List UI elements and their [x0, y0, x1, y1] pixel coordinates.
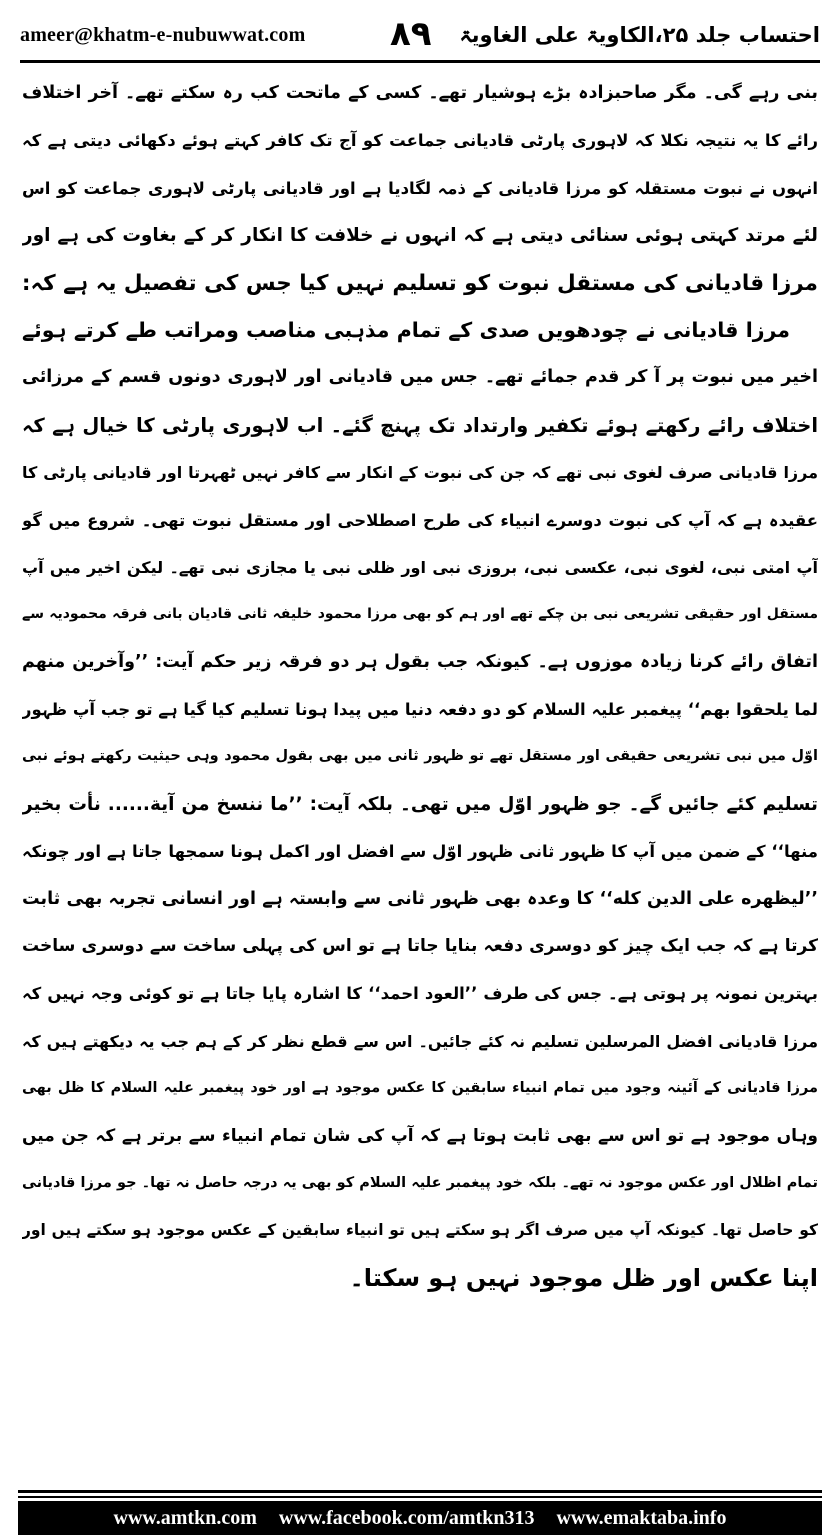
text-line: مرزا قادیانی نے چودھویں صدی کے تمام مذہبی مناصب ومراتب طے کرتے ہوئے	[22, 317, 790, 342]
text-line: ’’لیظهره علی الدین کله‘‘ کا وعدہ بھی ظہور ثانی سے وابستہ ہے اور انسانی تجربہ بھی ثابت	[22, 888, 818, 909]
text-line: وہاں موجود ہے تو اس سے بھی ثابت ہوتا ہے کہ آپ کی شان تمام انبیاء سے برتر ہے کہ جن میں	[22, 1125, 818, 1146]
text-line: کو حاصل تھا۔ کیونکہ آپ میں صرف اگر ہو سکتے ہیں تو انبیاء سابقین کے عکس موجود ہو سکتے ہیں اور	[22, 1221, 818, 1240]
page-header	[20, 16, 820, 56]
text-line: لما یلحقوا بهم‘‘ پیغمبر علیہ السلام کو دو دفعہ دنیا میں پیدا ہونا تسلیم کیا گیا ہے تو جب آپ ظہور	[22, 700, 818, 720]
text-line: اخیر میں نبوت پر آ کر قدم جمائے تھے۔ جس میں قادیانی اور لاہوری دونوں قسم کے مرزائی	[22, 367, 818, 388]
footer-rule	[18, 1490, 822, 1493]
text-line: اوّل میں نبی تشریعی حقیقی اور مستقل تھے تو ظہور ثانی میں بھی بقول محمود وہی حیثیت رکھتے ہوئے نبی	[22, 748, 818, 765]
text-line: مستقل اور حقیقی تشریعی نبی بن چکے تھے اور ہم کو بھی مرزا محمود خلیفہ ثانی قادیان بانی فرقہ محمودیہ سے	[22, 606, 818, 623]
text-line: مرزا قادیانی کی مستقل نبوت کو تسلیم نہیں کیا جس کی تفصیل یہ ہے کہ:	[22, 270, 818, 296]
page-number: ۸۹	[390, 14, 432, 54]
text-line: اپنا عکس اور ظل موجود نہیں ہو سکتا۔	[349, 1263, 818, 1292]
text-line: مرزا قادیانی صرف لغوی نبی تھے کہ جن کی نبوت کے انکار سے کافر نہیں ٹھہرتا اور قادیانی پارٹی کا	[22, 463, 818, 483]
text-line: کرتا ہے کہ جب ایک چیز کو دوسری دفعہ بنایا جاتا ہے تو اس کی پہلی ساخت سے دوسری ساخت	[22, 936, 818, 957]
header-email: ameer@khatm-e-nubuwwat.com	[20, 24, 306, 46]
text-line: مرزا قادیانی کے آئینہ وجود میں تمام انبیاء سابقین کا عکس موجود ہے اور خود پیغمبر علیہ السلام کا ظل بھی	[22, 1080, 818, 1097]
header-rule	[20, 60, 820, 63]
footer-links-bar	[18, 1501, 822, 1535]
footer-link-facebook[interactable]: www.facebook.com/amtkn313	[278, 1506, 535, 1529]
text-line: انہوں نے نبوت مستقلہ کو مرزا قادیانی کے ذمہ لگادیا ہے اور قادیانی پارٹی لاہوری جماعت کو اس	[22, 178, 818, 198]
book-title: احتساب جلد ۲۵،الکاویۃ علی الغاویۃ	[459, 23, 820, 47]
text-line: اتفاق رائے کرنا زیادہ موزوں ہے۔ کیونکہ جب بقول ہر دو فرقہ زیر حکم آیت: ’’وآخرین منهم	[22, 651, 818, 672]
text-line: منها‘‘ کے ضمن میں آپ کا ظہور ثانی ظہور اوّل سے افضل اور اکمل ہونا سمجھا جاتا ہے اور چونکہ	[22, 842, 818, 862]
footer-rule	[18, 1496, 822, 1498]
text-line: عقیدہ ہے کہ آپ کی نبوت دوسرے انبیاء کی طرح اصطلاحی اور مستقل نبوت تھی۔ شروع میں گو	[22, 510, 818, 530]
body-text	[22, 70, 818, 1470]
page-footer	[18, 1490, 822, 1535]
footer-link-emaktaba[interactable]: www.emaktaba.info	[556, 1506, 727, 1529]
text-line: آپ امتی نبی، لغوی نبی، عکسی نبی، بروزی نبی اور ظلی نبی یا مجازی نبی تھے۔ لیکن اخیر میں آپ	[22, 557, 818, 577]
text-line: اختلاف رائے رکھتے ہوئے تکفیر وارتداد تک پہنچ گئے۔ اب لاہوری پارٹی کا خیال ہے کہ	[22, 413, 818, 437]
text-line: بنی رہے گی۔ مگر صاحبزادہ بڑے ہوشیار تھے۔ کسی کے ماتحت کب رہ سکتے تھے۔ آخر اختلاف	[22, 83, 818, 103]
text-line: تمام اظلال اور عکس موجود نہ تھے۔ بلکہ خود پیغمبر علیہ السلام کو بھی یہ درجہ حاصل نہ تھا۔ جو مرزا قادیانی	[22, 1174, 818, 1191]
text-line: تسلیم کئے جائیں گے۔ جو ظہور اوّل میں تھی۔ بلکہ آیت: ’’ما ننسخ من آیة...... نأت بخیر	[22, 793, 818, 815]
footer-link-amtkn[interactable]: www.amtkn.com	[113, 1506, 257, 1529]
text-line: لئے مرتد کہتی ہوئی سنائی دیتی ہے کہ انہوں نے خلافت کا انکار کر کے بغاوت کی ہے اور	[22, 225, 818, 247]
text-line: مرزا قادیانی افضل المرسلین تسلیم نہ کئے جائیں۔ اس سے قطع نظر کر کے ہم جب یہ دیکھتے ہیں کہ	[22, 1031, 818, 1051]
text-line: بہترین نمونہ پر ہوتی ہے۔ جس کی طرف ’’العود احمد‘‘ کا اشارہ پایا جاتا ہے تو کوئی وجہ نہیں کہ	[22, 984, 818, 1004]
text-line: رائے کا یہ نتیجہ نکلا کہ لاہوری پارٹی قادیانی جماعت کو آج تک کافر کہتے ہوئے دکھائی دیتی ہے کہ	[22, 131, 818, 151]
